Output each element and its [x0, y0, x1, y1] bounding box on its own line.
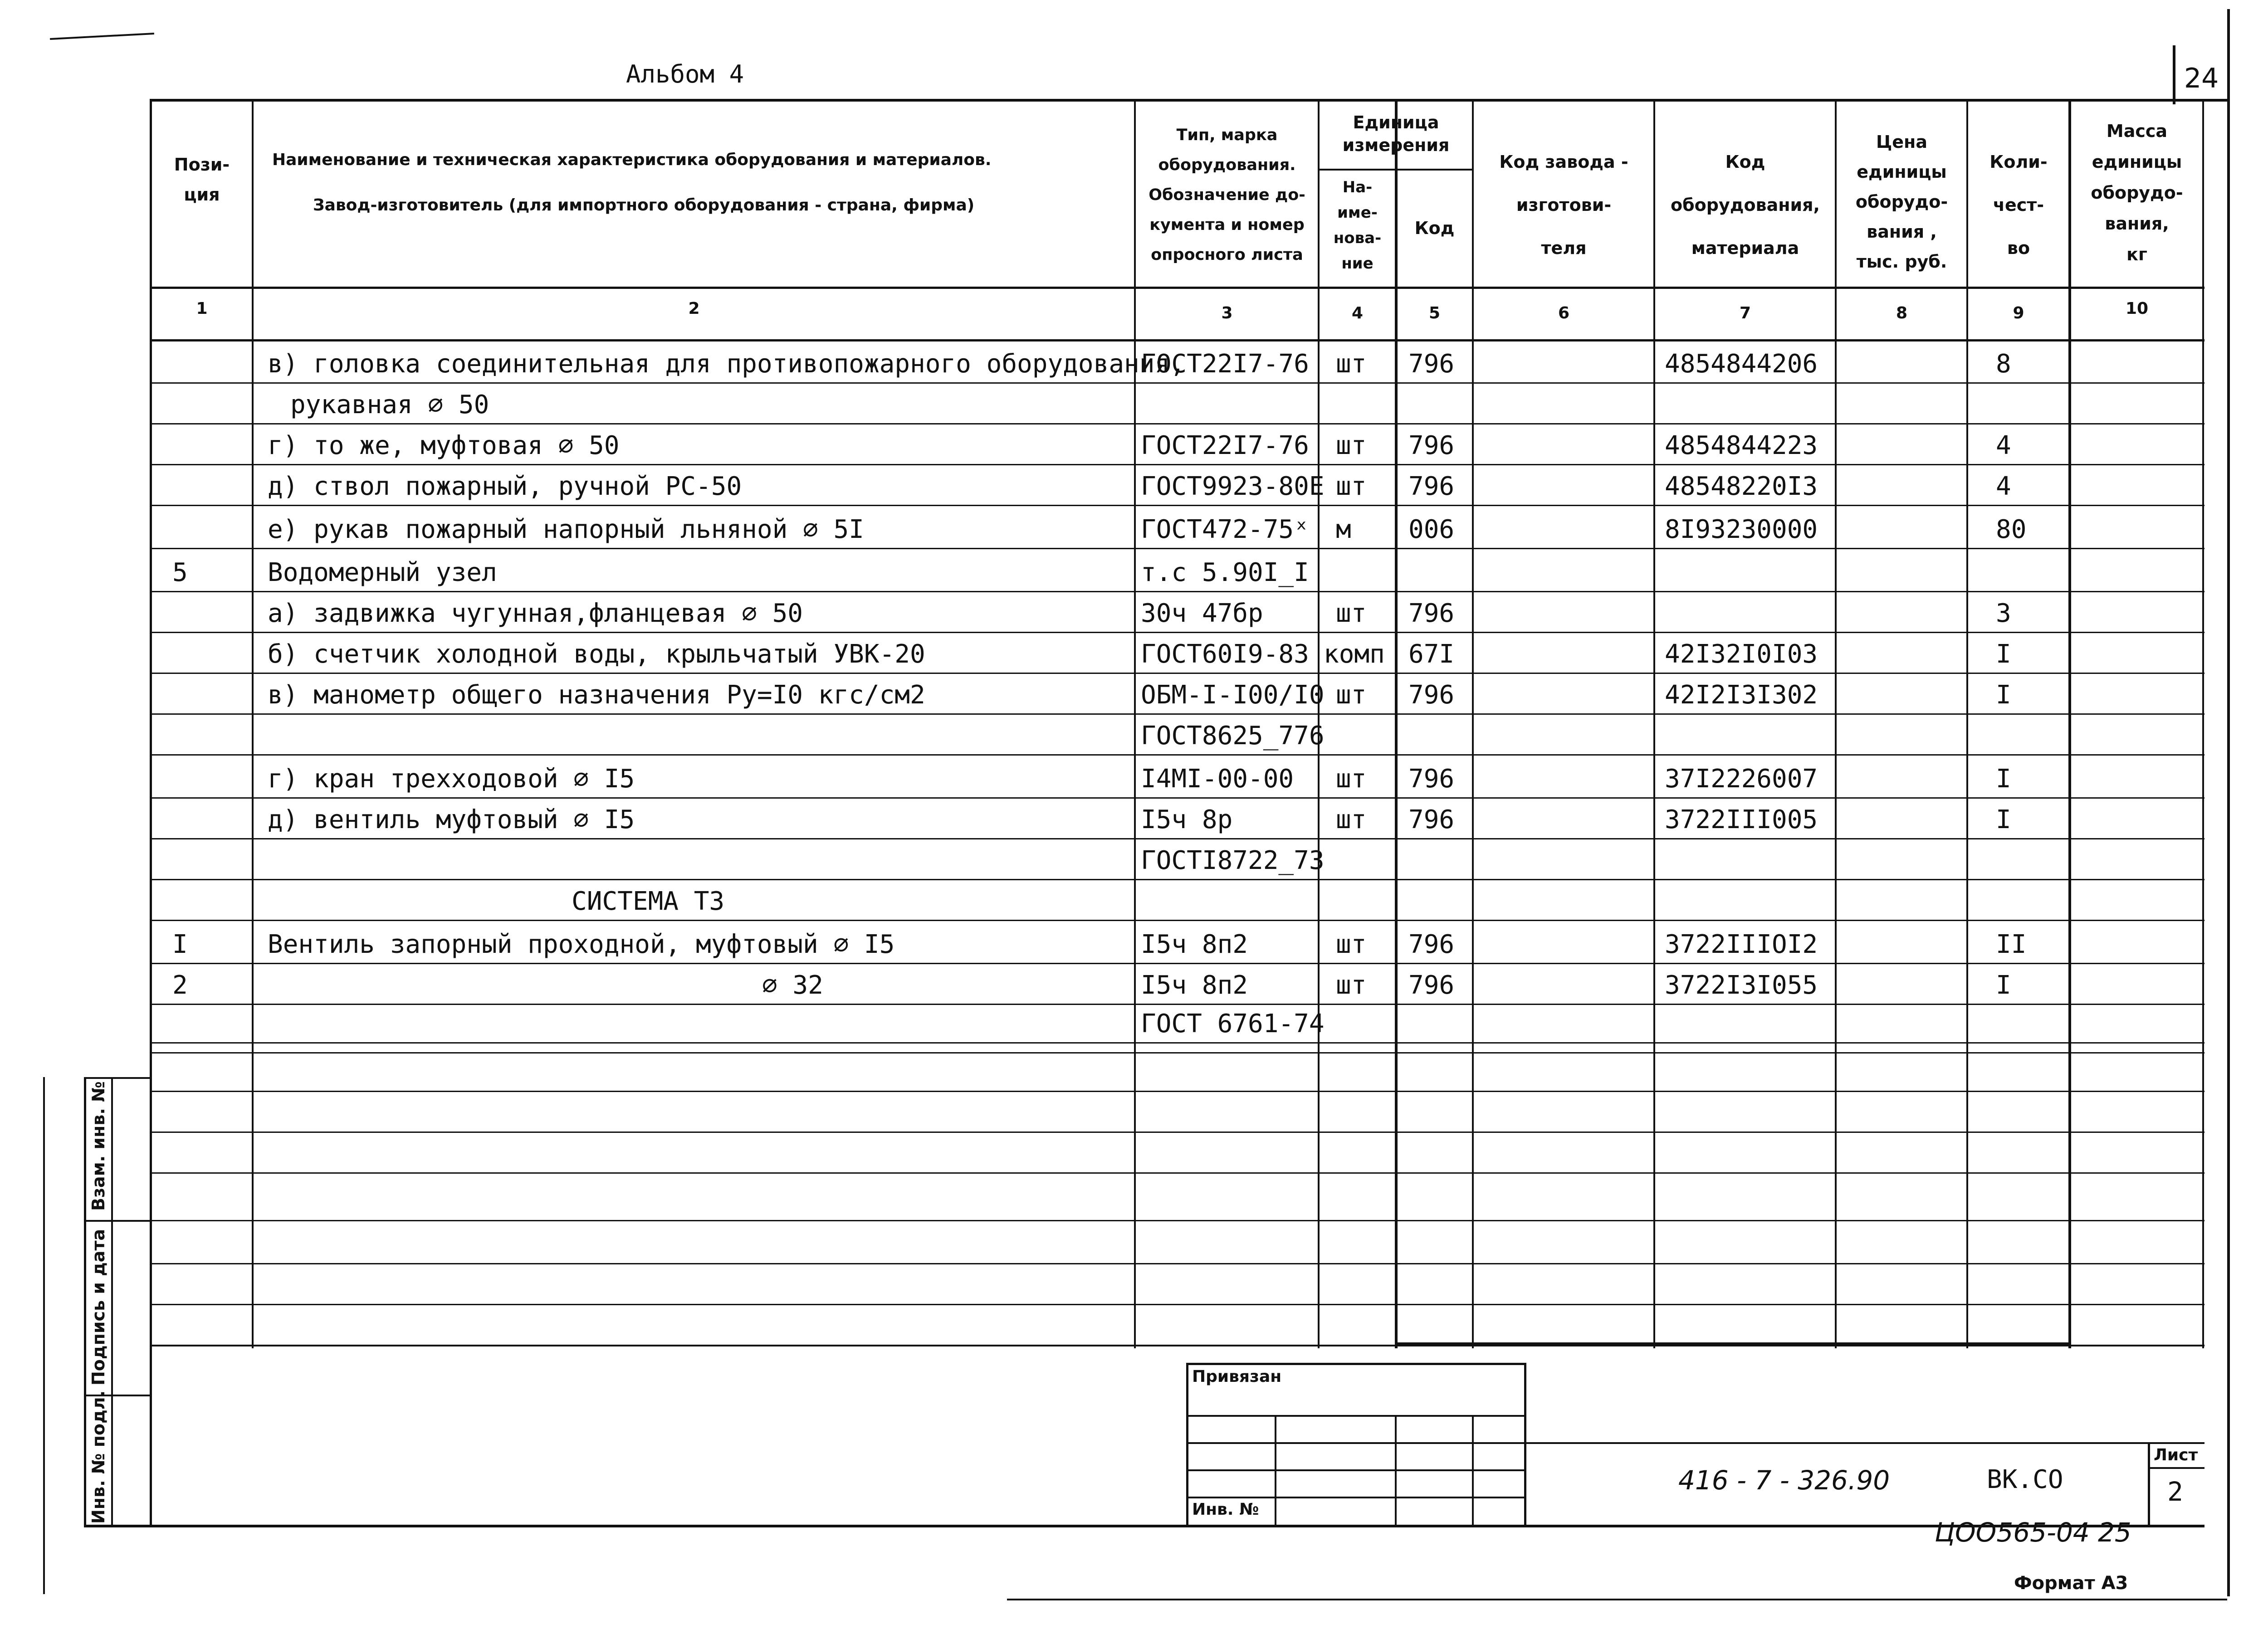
- side-strip-div1: [84, 1220, 152, 1222]
- table-cell-unit: м: [1336, 515, 1351, 544]
- table-cell-equip: 3722III005: [1665, 805, 1818, 834]
- colnum-1: 1: [196, 299, 208, 318]
- table-cell-equip: 4854844223: [1665, 431, 1818, 460]
- table-cell-name: г) кран трехходовой ∅ I5: [268, 764, 635, 794]
- side-strip-top: [84, 1077, 152, 1079]
- top-rule: [150, 99, 2227, 102]
- table-cell-code: 796: [1408, 599, 1455, 628]
- scan-mark: [50, 33, 154, 40]
- table-cell-equip: 8I93230000: [1665, 515, 1818, 544]
- table-row-rule: [150, 797, 2204, 799]
- handwritten-code: ЦОО565-04: [1935, 1517, 2090, 1548]
- table-cell-equip: 48548220I3: [1665, 472, 1818, 501]
- table-row-rule: [150, 713, 2204, 715]
- table-cell-equip: 42I2I3I302: [1665, 680, 1818, 710]
- table-cell-name: рукавная ∅ 50: [290, 390, 489, 419]
- table-cell-name: г) то же, муфтовая ∅ 50: [268, 431, 620, 460]
- list-label: Лист: [2154, 1446, 2198, 1464]
- side-label-vzam: Взам. инв. №: [88, 1081, 108, 1211]
- stamp-col2: [1395, 1415, 1397, 1526]
- table-cell-type: I4МI-00-00: [1141, 764, 1294, 794]
- table-row-rule: [150, 879, 2204, 880]
- stamp-privyazan: Привязан: [1192, 1367, 1282, 1386]
- table-cell-name: д) вентиль муфтовый ∅ I5: [268, 805, 635, 834]
- doc-number: 416 - 7 - 326.90: [1678, 1465, 1890, 1496]
- table-cell-code: 796: [1408, 431, 1455, 460]
- album-title: Альбом 4: [626, 60, 744, 88]
- empty-row-rule: [150, 1132, 2204, 1133]
- table-cell-qty: I: [1996, 764, 2011, 794]
- table-cell-code: 796: [1408, 680, 1455, 710]
- table-cell-code: 796: [1408, 971, 1455, 1000]
- table-cell-type: ОБМ-I-I00/I0: [1141, 680, 1325, 710]
- format-label: Формат А3: [2014, 1573, 2128, 1594]
- table-cell-qty: 4: [1996, 472, 2011, 501]
- table-row-rule: [150, 548, 2204, 549]
- table-cell-type: I5ч 8п2: [1141, 930, 1248, 959]
- header-price: Цена единицы оборудо- вания , тыс. руб.: [1855, 132, 1948, 272]
- title-block-top: [1526, 1442, 2204, 1444]
- table-cell-unit: шт: [1336, 349, 1367, 379]
- table-cell-name: СИСТЕМА Т3: [572, 887, 725, 916]
- table-cell-unit: шт: [1336, 971, 1367, 1000]
- handwritten-page: 25: [2098, 1517, 2131, 1548]
- table-row-rule: [150, 963, 2204, 964]
- header-type: Тип, марка оборудования. Обозначение до- кумента и номер опросного листа: [1149, 126, 1305, 264]
- table-row-rule: [150, 591, 2204, 592]
- colnum-8: 8: [1896, 304, 1908, 322]
- list-box-left: [2148, 1442, 2150, 1526]
- table-cell-unit: шт: [1336, 599, 1367, 628]
- table-cell-unit: шт: [1336, 930, 1367, 959]
- table-cell-code: 796: [1408, 349, 1455, 379]
- table-row-rule: [150, 1004, 2204, 1005]
- side-strip-inner: [111, 1077, 113, 1526]
- stamp-left: [1186, 1363, 1188, 1526]
- table-cell-type: ГОСТ60I9-83: [1141, 639, 1309, 669]
- table-cell-code: 796: [1408, 930, 1455, 959]
- table-cell-code: 796: [1408, 805, 1455, 834]
- colnum-4: 4: [1351, 304, 1364, 322]
- stamp-row2: [1186, 1442, 1526, 1444]
- stamp-col1: [1275, 1415, 1276, 1526]
- stamp-row1: [1186, 1415, 1526, 1417]
- table-cell-qty: I: [1996, 639, 2011, 669]
- table-cell-unit: шт: [1336, 472, 1367, 501]
- stamp-right: [1524, 1363, 1526, 1526]
- table-cell-equip: 3722I3I055: [1665, 971, 1818, 1000]
- table-cell-qty: I: [1996, 805, 2011, 834]
- stamp-top: [1186, 1363, 1526, 1365]
- header-name-line2: Завод-изготовитель (для импортного оборудования - страна, фирма): [313, 196, 975, 215]
- colnum-5: 5: [1428, 304, 1441, 322]
- table-cell-qty: I: [1996, 680, 2011, 710]
- table-cell-qty: II: [1996, 930, 2027, 959]
- table-cell-code: 796: [1408, 764, 1455, 794]
- table-bottom-rule: [150, 1345, 2204, 1346]
- side-label-podpis: Подпись и дата: [88, 1229, 108, 1385]
- table-cell-pos: I: [172, 930, 188, 959]
- table-cell-qty: 80: [1996, 515, 2027, 544]
- page-right-edge: [2227, 9, 2230, 1596]
- table-cell-name: в) головка соединительная для противопожарного оборудования,: [268, 349, 1185, 379]
- table-cell-qty: 8: [1996, 349, 2011, 379]
- list-number: 2: [2167, 1476, 2183, 1507]
- stamp-row3: [1186, 1469, 1526, 1471]
- table-cell-unit: шт: [1336, 680, 1367, 710]
- table-cell-type: ГОСТ9923-80Е: [1141, 472, 1325, 501]
- corner-box-left: [2173, 45, 2175, 104]
- table-cell-unit: комп: [1324, 639, 1385, 669]
- stamp-col3: [1472, 1415, 1474, 1526]
- table-cell-unit: шт: [1336, 764, 1367, 794]
- header-unit-group: Единица измерения: [1342, 112, 1450, 155]
- table-cell-type: ГОСТ472-75ˣ: [1141, 515, 1309, 544]
- page-bottom-rule: [84, 1525, 2204, 1527]
- empty-row-rule: [150, 1091, 2204, 1092]
- table-row-rule: [150, 464, 2204, 465]
- empty-row-rule: [150, 1304, 2204, 1305]
- table-row-rule: [150, 754, 2204, 756]
- colnum-7: 7: [1739, 304, 1751, 322]
- table-cell-name: Вентиль запорный проходной, муфтовый ∅ I5: [268, 930, 895, 959]
- empty-row-rule: [150, 1263, 2204, 1264]
- side-label-inv-podl: Инв. № подл.: [88, 1390, 108, 1524]
- table-cell-unit: шт: [1336, 805, 1367, 834]
- scan-left-edge: [43, 1077, 45, 1594]
- colnum-10: 10: [2125, 299, 2149, 318]
- corner-page-number: 24: [2184, 63, 2219, 94]
- empty-row-rule: [150, 1220, 2204, 1221]
- table-cell-type: 30ч 47бр: [1141, 599, 1263, 628]
- table-row-rule: [150, 382, 2204, 384]
- table-cell-name: д) ствол пожарный, ручной РС-50: [268, 472, 742, 501]
- table-row-rule: [150, 920, 2204, 921]
- table-row-rule: [150, 423, 2204, 424]
- table-cell-type: ГОСТ 6761-74: [1141, 1009, 1325, 1039]
- header-name-line1: Наименование и техническая характеристика оборудования и материалов.: [272, 151, 992, 169]
- table-cell-name: б) счетчик холодной воды, крыльчатый УВК-20: [268, 639, 925, 669]
- stamp-inv-no: Инв. №: [1192, 1500, 1259, 1519]
- header-position: Пози- ция: [174, 155, 230, 205]
- table-cell-type: I5ч 8п2: [1141, 971, 1248, 1000]
- table-cell-type: т.с 5.90I_I: [1141, 558, 1309, 587]
- empty-row-rule: [150, 1172, 2204, 1174]
- header-bottom-rule: [150, 287, 2204, 289]
- table-cell-name: а) задвижка чугунная,фланцевая ∅ 50: [268, 599, 803, 628]
- unit-group-rule: [1318, 169, 1472, 171]
- table-cell-name: ∅ 32: [762, 971, 823, 1000]
- table-cell-pos: 5: [172, 558, 188, 587]
- list-box-div: [2148, 1467, 2204, 1469]
- table-row-rule: [150, 1042, 2204, 1044]
- table-cell-type: ГОСТ22I7-76: [1141, 431, 1309, 460]
- table-cell-unit: шт: [1336, 431, 1367, 460]
- table-cell-name: в) манометр общего назначения Ру=I0 кгс/см2: [268, 680, 925, 710]
- colnum-3: 3: [1221, 304, 1233, 322]
- table-cell-code: 006: [1408, 515, 1455, 544]
- table-cell-qty: 4: [1996, 431, 2011, 460]
- colnum-bottom-rule: [150, 339, 2204, 341]
- table-cell-equip: 42I32I0I03: [1665, 639, 1818, 669]
- table-cell-code: 67I: [1408, 639, 1455, 669]
- table-cell-equip: 4854844206: [1665, 349, 1818, 379]
- table-cell-qty: I: [1996, 971, 2011, 1000]
- table-cell-type: ГОСТI8722_73: [1141, 846, 1325, 875]
- table-cell-qty: 3: [1996, 599, 2011, 628]
- table-row-rule: [150, 673, 2204, 674]
- table-cell-code: 796: [1408, 472, 1455, 501]
- side-strip-left: [84, 1077, 86, 1526]
- table-cell-pos: 2: [172, 971, 188, 1000]
- header-equipment-code: Код оборудования, материала: [1671, 152, 1820, 258]
- colnum-9: 9: [2013, 304, 2024, 322]
- doc-code: ВК.СО: [1987, 1465, 2063, 1494]
- format-rule: [1007, 1599, 2227, 1600]
- table-cell-type: I5ч 8р: [1141, 805, 1233, 834]
- table-row-rule: [150, 505, 2204, 506]
- table-cell-name: Водомерный узел: [268, 558, 497, 587]
- colnum-6: 6: [1558, 304, 1570, 322]
- table-row-rule: [150, 838, 2204, 839]
- colnum-2: 2: [688, 299, 700, 318]
- table-cell-type: ГОСТ8625_776: [1141, 721, 1325, 751]
- empty-row-rule: [150, 1052, 2204, 1054]
- stamp-row4: [1186, 1497, 1526, 1498]
- header-unit-name: На- име- нова- ние: [1333, 178, 1382, 273]
- table-cell-name: е) рукав пожарный напорный льняной ∅ 5I: [268, 515, 864, 544]
- table-cell-equip: 3722IIIOI2: [1665, 930, 1818, 959]
- header-unit-code: Код: [1414, 218, 1455, 238]
- table-row-rule: [150, 632, 2204, 633]
- header-factory-code: Код завода - изготови- теля: [1499, 152, 1628, 258]
- header-quantity: Коли- чест- во: [1989, 152, 2048, 258]
- header-mass: Масса единицы оборудо- вания, кг: [2091, 121, 2183, 264]
- table-cell-type: ГОСТ22I7-76: [1141, 349, 1309, 379]
- table-cell-equip: 37I2226007: [1665, 764, 1818, 794]
